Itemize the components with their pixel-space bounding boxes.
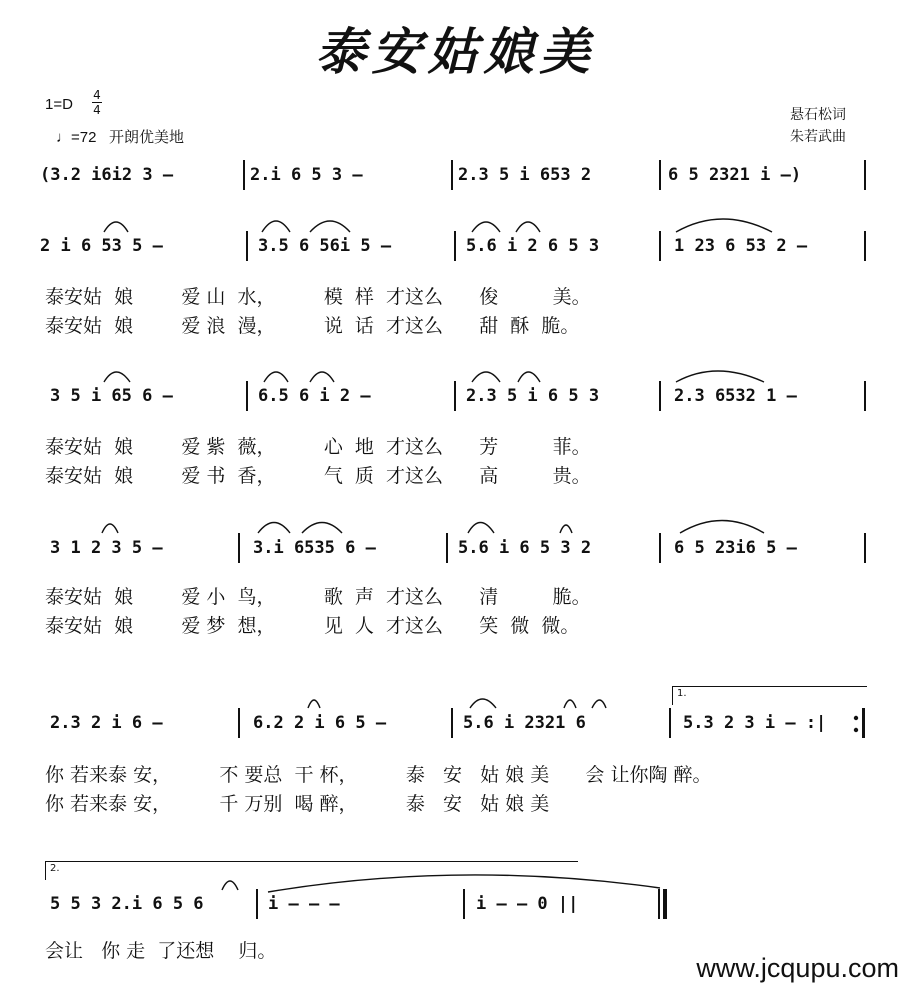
slur bbox=[468, 523, 494, 534]
measure: 2.3 5 i 6 5 3 bbox=[466, 386, 600, 406]
measure: 6 5 23i6 5 – bbox=[674, 538, 797, 558]
slur bbox=[310, 221, 350, 232]
measure: 3.i 6535 6 – bbox=[253, 538, 376, 558]
measure: 3.5 6 56i 5 – bbox=[258, 236, 392, 256]
volta-second-label: 2. bbox=[50, 863, 60, 874]
measure: 2.3 2 i 6 – bbox=[50, 713, 163, 733]
slur bbox=[676, 219, 772, 232]
slur bbox=[104, 372, 130, 382]
measure: i – – 0 || bbox=[476, 894, 579, 914]
measure: 6 5 2321 i –) bbox=[668, 165, 802, 185]
slur bbox=[560, 525, 572, 533]
lyric-line: 泰安姑 娘 爱 浪 漫， 说 话 才这么 甜 酥 脆。 bbox=[45, 315, 580, 337]
key-signature: 1=D bbox=[45, 96, 73, 113]
slur bbox=[518, 372, 540, 382]
watermark: www.jcqupu.com bbox=[696, 953, 899, 983]
measure: 5 5 3 2.i 6 5 6 bbox=[50, 894, 204, 914]
slur bbox=[472, 372, 500, 382]
measure: 5.6 i 6 5 3 2 bbox=[458, 538, 592, 558]
lyric-line: 泰安姑 娘 爱 书 香， 气 质 才这么 高 贵。 bbox=[45, 465, 591, 487]
repeat-dot bbox=[854, 728, 858, 732]
measure: (3.2 i6i2 3 – bbox=[40, 165, 174, 185]
slur bbox=[264, 372, 288, 382]
slur bbox=[470, 699, 496, 708]
slur bbox=[222, 881, 238, 890]
composer: 朱若武曲 bbox=[790, 129, 846, 145]
lyric-line: 你 若来泰 安， 千 万别 喝 醉， 泰 安 姑 娘 美 bbox=[45, 793, 550, 815]
measure: i – – – bbox=[268, 894, 340, 914]
slur bbox=[104, 222, 128, 232]
lyric-line: 会让 你 走 了还想 归。 bbox=[45, 940, 277, 962]
slur bbox=[262, 221, 290, 232]
measure: 2.i 6 5 3 – bbox=[250, 165, 363, 185]
volta-first-label: 1. bbox=[677, 688, 687, 699]
song-title: 泰安姑娘美 bbox=[315, 22, 596, 81]
lyric-line: 泰安姑 娘 爱 小 鸟， 歌 声 才这么 清 脆。 bbox=[45, 586, 591, 608]
expression-marking: 开朗优美地 bbox=[108, 129, 184, 146]
slur bbox=[310, 372, 334, 382]
slur bbox=[516, 222, 540, 232]
lyric-line: 你 若来泰 安， 不 要总 干 杯， 泰 安 姑 娘 美 会 让你陶 醉。 bbox=[45, 764, 712, 786]
measure: 5.6 i 2321 6 bbox=[463, 713, 586, 733]
slur bbox=[308, 700, 320, 708]
measure: 1 23 6 53 2 – bbox=[674, 236, 808, 256]
tempo-value: ♩=72 bbox=[56, 129, 97, 146]
slur bbox=[472, 222, 500, 232]
slur bbox=[102, 524, 118, 533]
measure: 2.3 6532 1 – bbox=[674, 386, 797, 406]
measure: 3 5 i 65 6 – bbox=[50, 386, 173, 406]
measure: 2.3 5 i 653 2 bbox=[458, 165, 592, 185]
slur bbox=[258, 523, 290, 534]
measure: 6.2 2 i 6 5 – bbox=[253, 713, 387, 733]
slur bbox=[592, 700, 606, 708]
slur bbox=[268, 875, 660, 892]
lyric-line: 泰安姑 娘 爱 紫 薇， 心 地 才这么 芳 菲。 bbox=[45, 436, 591, 458]
lyric-line: 泰安姑 娘 爱 梦 想， 见 人 才这么 笑 微 微。 bbox=[45, 615, 580, 637]
slur bbox=[302, 523, 342, 534]
slur bbox=[676, 371, 764, 382]
time-signature-bottom: 4 bbox=[93, 103, 101, 117]
slur bbox=[564, 700, 576, 708]
lyricist: 悬石松词 bbox=[790, 107, 846, 123]
time-signature-top: 4 bbox=[93, 88, 101, 102]
measure: 3 1 2 3 5 – bbox=[50, 538, 163, 558]
measure: 5.3 2 3 i – :| bbox=[683, 713, 827, 733]
measure: 6.5 6 i 2 – bbox=[258, 386, 371, 406]
slur bbox=[680, 521, 764, 534]
measure: 2 i 6 53 5 – bbox=[40, 236, 163, 256]
lyric-line: 泰安姑 娘 爱 山 水， 模 样 才这么 俊 美。 bbox=[45, 286, 591, 308]
repeat-dot bbox=[854, 716, 858, 720]
measure: 5.6 i 2 6 5 3 bbox=[466, 236, 600, 256]
